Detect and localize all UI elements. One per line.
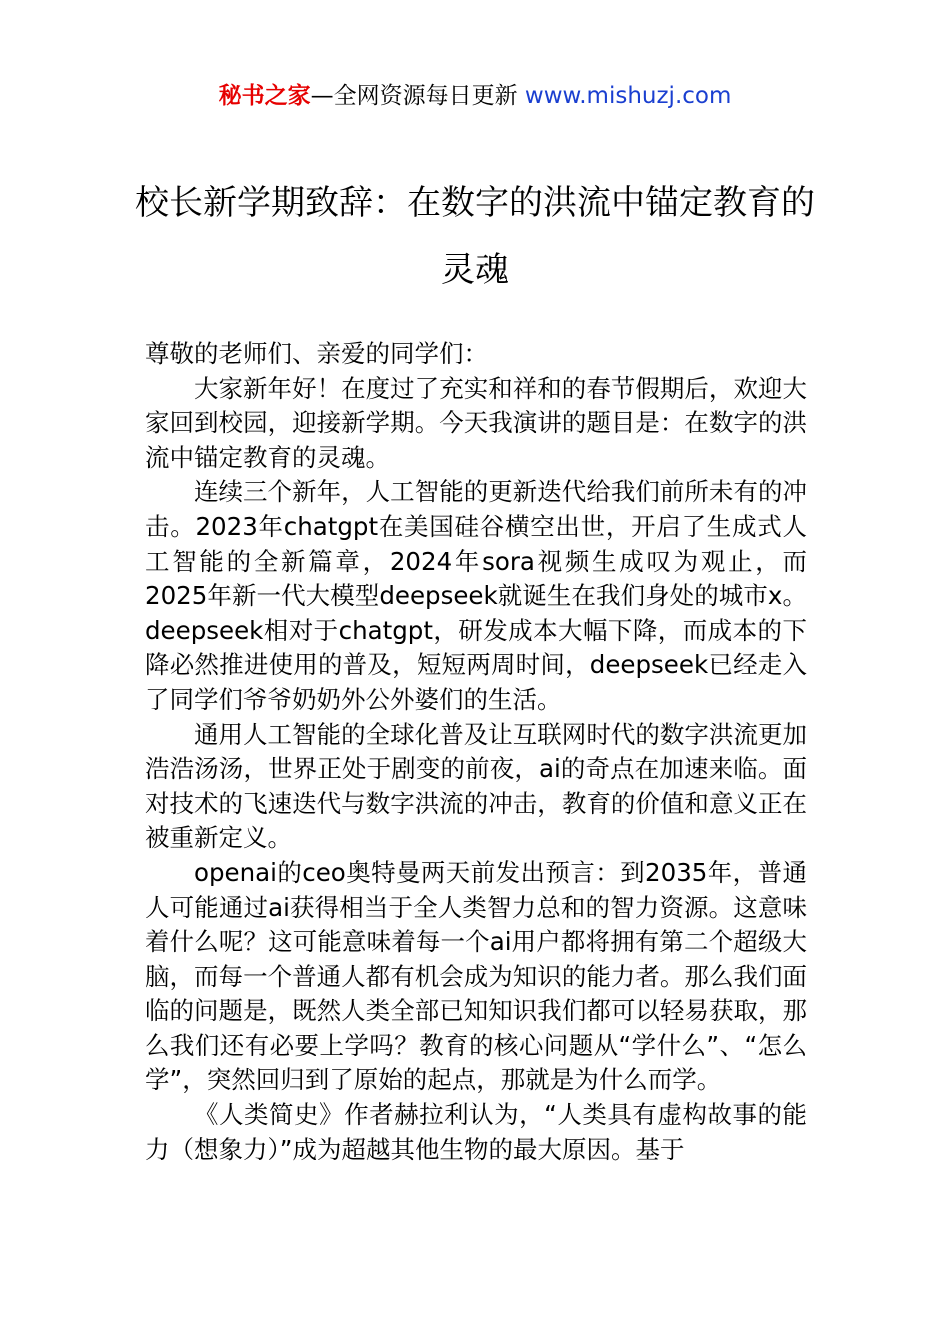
paragraph: openai的ceo奥特曼两天前发出预言：到2035年，普通人可能通过ai获得相当于全人类智力总和的智力资源。这意味着什么呢？这可能意味着每一个ai用户都将拥有第二个超级大脑，而每一个普通人都有机会成为知识的能力者。那么我们面临的问题是，既然人类全部已知知识我们都可以轻易获取，那么我们还有必要上学吗？教育的核心问题从“学什么”、“怎么学”，突然回归到了原始的起点，那就是为什么而学。 — [145, 857, 807, 1095]
paragraph: 大家新年好！在度过了充实和祥和的春节假期后，欢迎大家回到校园，迎接新学期。今天我演讲的题目是：在数字的洪流中锚定教育的灵魂。 — [145, 373, 807, 472]
document-body — [145, 337, 807, 1167]
paragraph: 连续三个新年，人工智能的更新迭代给我们前所未有的冲击。2023年chatgpt在美国硅谷横空出世，开启了生成式人工智能的全新篇章，2024年sora视频生成叹为观止，而2025年新一代大模型deepseek就诞生在我们身处的城市x。deepseek相对于chatgpt，研发成本大幅下降，而成本的下降必然推进使用的普及，短短两周时间，deepseek已经走入了同学们爷爷奶奶外公外婆们的生活。 — [145, 477, 807, 714]
site-header — [0, 80, 950, 112]
site-url-link[interactable]: www.mishuzj.com — [524, 83, 732, 109]
document-title: 校长新学期致辞：在数字的洪流中锚定教育的灵魂 — [135, 183, 815, 290]
site-tagline: —全网资源每日更新 — [310, 83, 525, 109]
salutation: 尊敬的老师们、亲爱的同学们： — [145, 339, 488, 368]
paragraph: 《人类简史》作者赫拉利认为，“人类具有虚构故事的能力（想象力）”成为超越其他生物的最大原因。基于 — [145, 1100, 807, 1164]
paragraph: 通用人工智能的全球化普及让互联网时代的数字洪流更加浩浩汤汤，世界正处于剧变的前夜，ai的奇点在加速来临。面对技术的飞速迭代与数字洪流的冲击，教育的价值和意义正在被重新定义。 — [145, 719, 807, 853]
site-brand: 秘书之家 — [218, 83, 311, 109]
